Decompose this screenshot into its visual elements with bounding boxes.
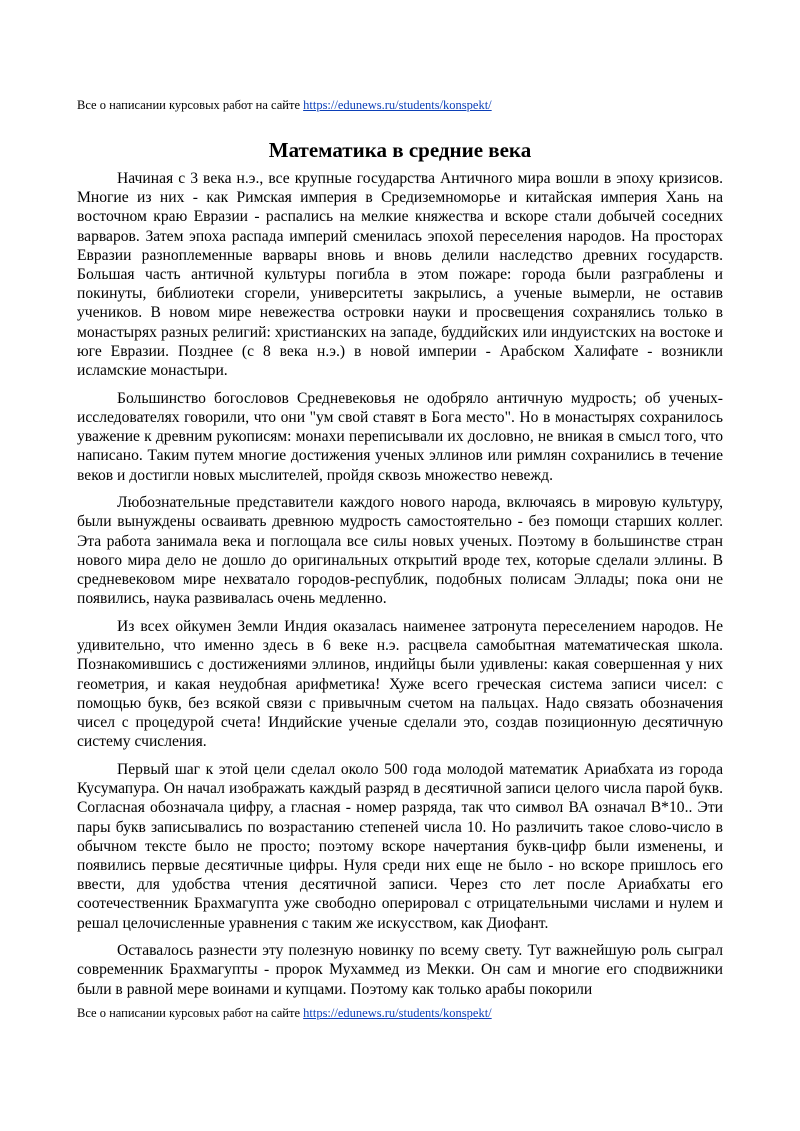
paragraph-3: Любознательные представители каждого нового народа, включаясь в мировую культуру, были вынуждены осваивать древнюю мудрость самостоятельно - без помощи старших коллег. Эта работа занимала века и поглощала все силы новых ученых. Поэтому в большинстве стран нового мира дело не дошло до оригинальных открытий вроде тех, которые сделали эллины. В средневековом мире нехватало городов-республик, подобных полисам Эллады; пока они не появились, наука развивалась очень медленно. bbox=[77, 494, 723, 608]
document-body bbox=[77, 169, 723, 1007]
document-title: Математика в средние века bbox=[268, 138, 532, 162]
footer-link[interactable]: https://edunews.ru/students/konspekt/ bbox=[303, 1006, 492, 1020]
page-footer bbox=[77, 1005, 492, 1021]
header-link[interactable]: https://edunews.ru/students/konspekt/ bbox=[303, 98, 492, 112]
footer-text: Все о написании курсовых работ на сайте bbox=[77, 1006, 304, 1020]
paragraph-1: Начиная с 3 века н.э., все крупные государства Античного мира вошли в эпоху кризисов. Многие из них - как Римская империя в Средиземноморье и китайская империя Хань на восточном краю Евразии - распались на мелкие княжества и вскоре стали добычей соседних варваров. Затем эпоха распада империй сменилась эпохой переселения народов. На просторах Евразии разноплеменные варвары вновь и вновь делили наследство древних государств. Большая часть античной культуры погибла в этом пожаре: города были разграблены и покинуты, библиотеки сгорели, университеты закрылись, а ученые вымерли, не оставив учеников. В новом мире невежества островки науки и просвещения сохранялись только в монастырях разных религий: христианских на западе, буддийских или индуистских на востоке и юге Евразии. Позднее (с 8 века н.э.) в новой империи - Арабском Халифате - возникли исламские монастыри. bbox=[77, 170, 723, 380]
paragraph-2: Большинство богословов Средневековья не одобряло античную мудрость; об ученых-исследователях говорили, что они "ум свой ставят в Бога место". Но в монастырях сохранилось уважение к древним рукописям: монахи переписывали их дословно, не вникая в смысл того, что написано. Таким путем многие достижения ученых эллинов или римлян сохранились в течение веков и достигли новых мыслителей, пройдя сквозь множество невежд. bbox=[77, 389, 723, 484]
paragraph-5: Первый шаг к этой цели сделал около 500 года молодой математик Ариабхата из города Кусумапура. Он начал изображать каждый разряд в десятичной записи целого числа парой букв. Согласная обозначала цифру, а гласная - номер разряда, так что символ ВА означал В*10.. Эти пары букв записывались по возрастанию степеней числа 10. Но различить такое слово-число в обычном тексте было не просто; поэтому вскоре начертания букв-цифр были изменены, и появились первые десятичные цифры. Нуля среди них еще не было - но вскоре пришлось его ввести, для удобства чтения десятичной записи. Через сто лет после Ариабхаты его соотечественник Брахмагупта уже свободно оперировал с отрицательными числами и нулем и решал целочисленные уравнения с таким же искусством, как Диофант. bbox=[77, 760, 723, 932]
paragraph-6: Оставалось разнести эту полезную новинку по всему свету. Тут важнейшую роль сыграл современник Брахмагупты - пророк Мухаммед из Мекки. Он сам и многие его сподвижники были в равной мере воинами и купцами. Поэтому как только арабы покорили bbox=[77, 942, 723, 998]
page-header bbox=[77, 97, 492, 113]
header-text: Все о написании курсовых работ на сайте bbox=[77, 98, 304, 112]
paragraph-4: Из всех ойкумен Земли Индия оказалась наименее затронута переселением народов. Не удивительно, что именно здесь в 6 веке н.э. расцвела самобытная математическая школа. Познакомившись с достижениями эллинов, индийцы были удивлены: какая совершенная у них геометрия, и какая неудобная арифметика! Хуже всего греческая система записи чисел: с помощью букв, без всякой связи с привычным счетом на пальцах. Надо связать обозначения чисел с процедурой счета! Индийские ученые сделали это, создав позиционную десятичную систему счисления. bbox=[77, 617, 723, 751]
